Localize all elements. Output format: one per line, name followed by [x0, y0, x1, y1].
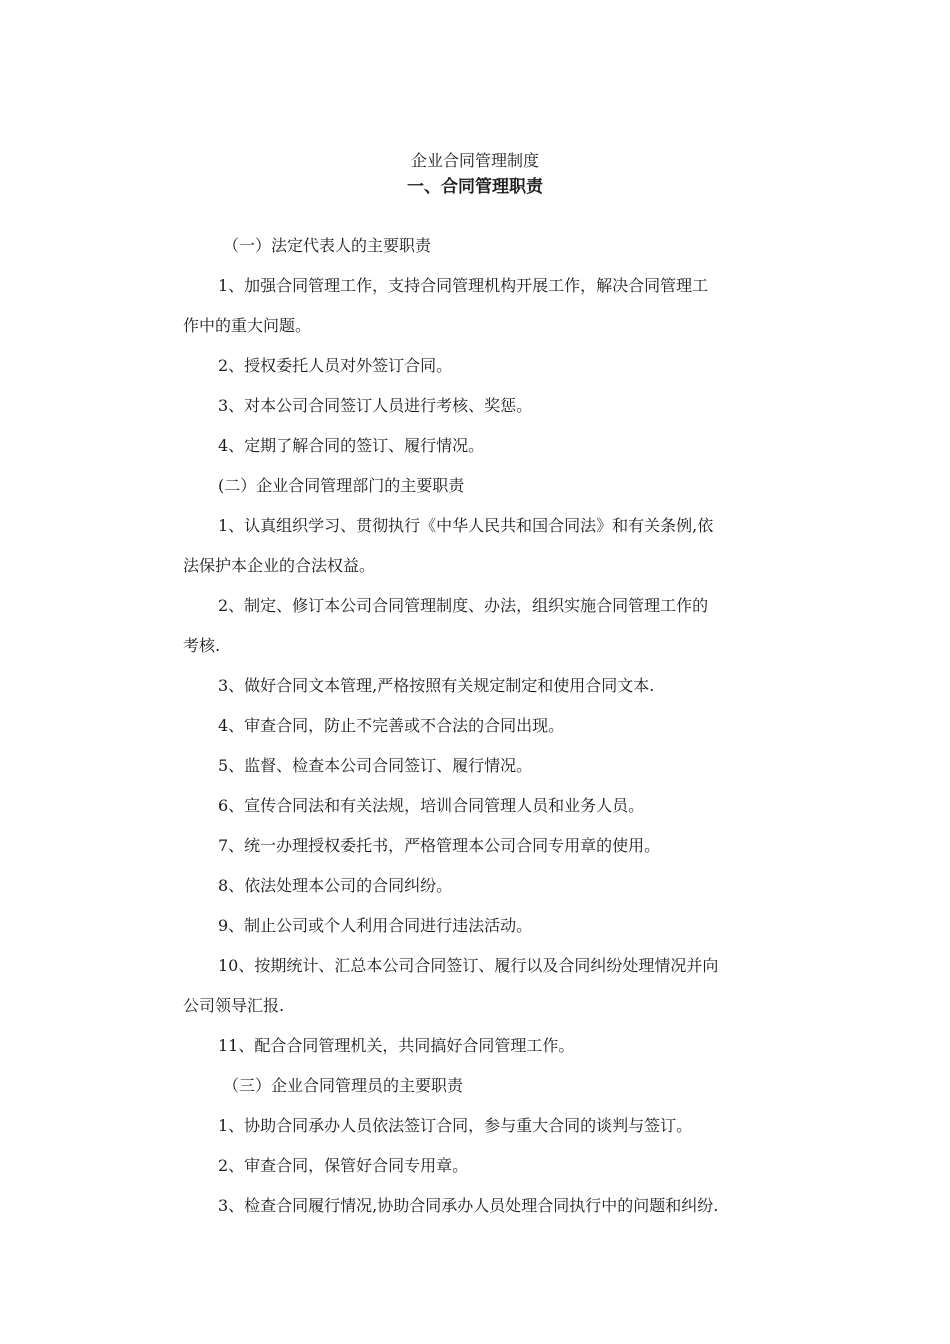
document-body: [183, 232, 773, 1232]
paragraph-line: 4、审查合同，防止不完善或不合法的合同出现。: [218, 716, 565, 735]
paragraph-line: 3、检查合同履行情况,协助合同承办人员处理合同执行中的问题和纠纷.: [218, 1196, 719, 1215]
paragraph-line: 1、认真组织学习、贯彻执行《中华人民共和国合同法》和有关条例,依: [218, 516, 714, 535]
paragraph-line: 公司领导汇报.: [183, 996, 285, 1015]
paragraph-line: (二）企业合同管理部门的主要职责: [218, 476, 465, 495]
paragraph-line: 3、做好合同文本管理,严格按照有关规定制定和使用合同文本.: [218, 676, 655, 695]
paragraph-line: 9、制止公司或个人利用合同进行违法活动。: [218, 916, 533, 935]
paragraph-line: （一）法定代表人的主要职责: [223, 236, 432, 255]
document-title: 企业合同管理制度: [410, 151, 539, 170]
paragraph-line: 3、对本公司合同签订人员进行考核、奖惩。: [218, 396, 533, 415]
paragraph-line: 1、加强合同管理工作，支持合同管理机构开展工作，解决合同管理工: [218, 276, 709, 295]
paragraph-line: 考核.: [183, 636, 221, 655]
paragraph-line: （三）企业合同管理员的主要职责: [223, 1076, 464, 1095]
paragraph-line: 10、按期统计、汇总本公司合同签订、履行以及合同纠纷处理情况并向: [218, 956, 719, 975]
paragraph-line: 2、审查合同，保管好合同专用章。: [218, 1156, 469, 1175]
paragraph-line: 2、授权委托人员对外签订合同。: [218, 356, 453, 375]
paragraph-line: 7、统一办理授权委托书，严格管理本公司合同专用章的使用。: [218, 836, 661, 855]
paragraph-line: 6、宣传合同法和有关法规，培训合同管理人员和业务人员。: [218, 796, 645, 815]
paragraph-line: 2、制定、修订本公司合同管理制度、办法，组织实施合同管理工作的: [218, 596, 709, 615]
section-heading: 一、合同管理职责: [407, 177, 543, 197]
paragraph-line: 11、配合合同管理机关，共同搞好合同管理工作。: [218, 1036, 575, 1055]
paragraph-line: 4、定期了解合同的签订、履行情况。: [218, 436, 485, 455]
paragraph-line: 作中的重大问题。: [183, 316, 312, 335]
paragraph-line: 5、监督、检查本公司合同签订、履行情况。: [218, 756, 533, 775]
paragraph-line: 法保护本企业的合法权益。: [183, 556, 376, 575]
paragraph-line: 8、依法处理本公司的合同纠纷。: [218, 876, 453, 895]
paragraph-line: 1、协助合同承办人员依法签订合同，参与重大合同的谈判与签订。: [218, 1116, 693, 1135]
